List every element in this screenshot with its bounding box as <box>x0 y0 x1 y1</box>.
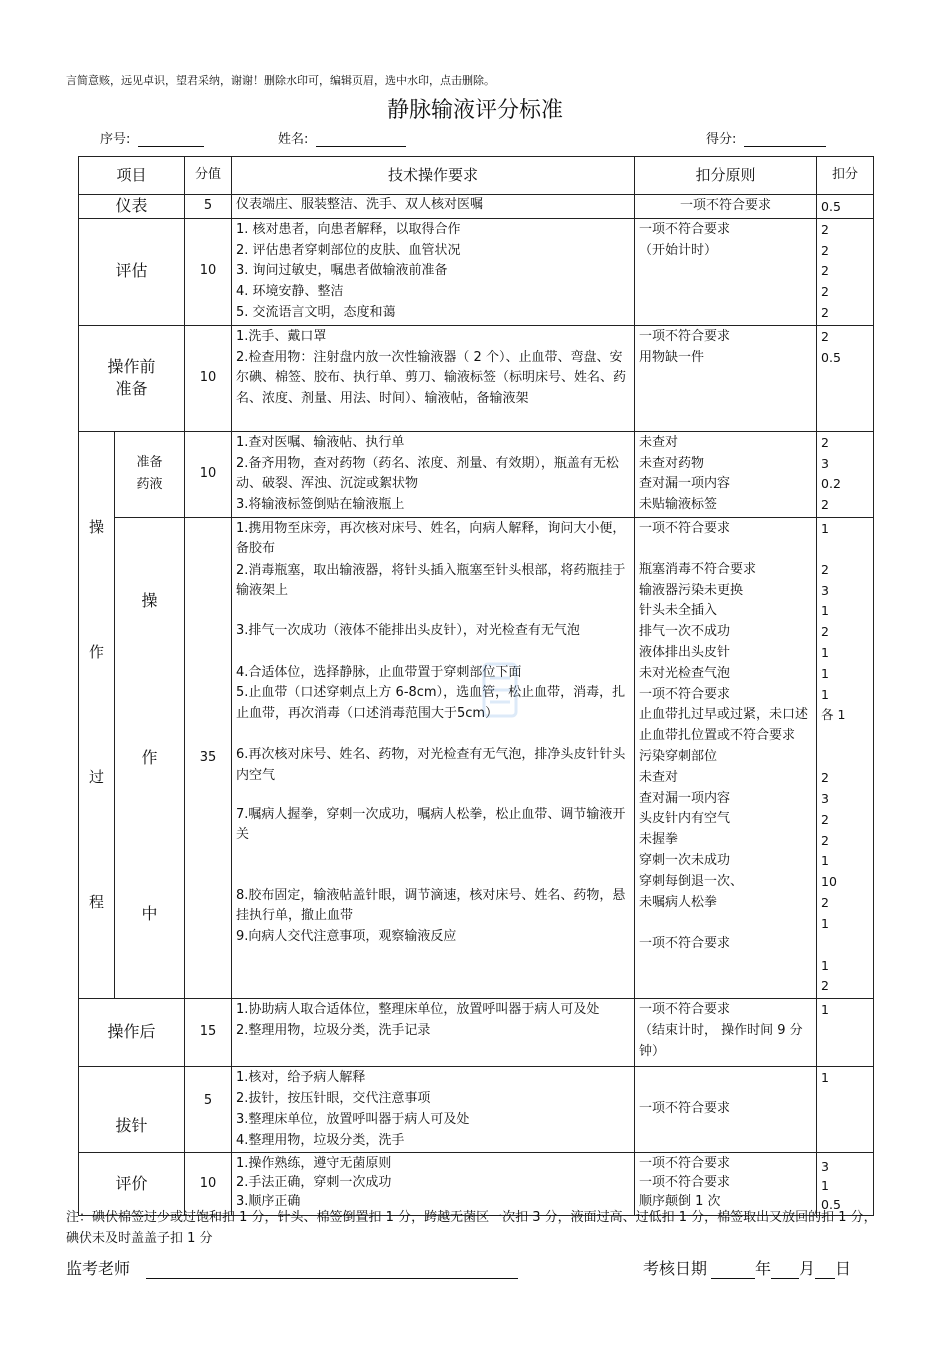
rule-line: 未查对药物 <box>639 455 705 471</box>
serial-label: 序号: <box>100 132 131 147</box>
score-blank[interactable] <box>744 132 826 147</box>
req-line: 4.整理用物，垃圾分类，洗手 <box>236 1132 405 1148</box>
rule-line: 查对漏一项内容 <box>639 476 731 492</box>
req-line: 3.整理床单位，放置呼叫器于病人可及处 <box>236 1111 470 1127</box>
ded-value: 3 <box>821 1159 829 1175</box>
req-line: 3.顺序正确 <box>236 1194 301 1210</box>
examiner-blank[interactable] <box>146 1262 518 1279</box>
rule-line: 查对漏一项内容 <box>639 790 731 806</box>
rule-line: 一项不符合要求 <box>639 686 731 702</box>
req-drug-prep <box>232 431 635 517</box>
req-line: 7.嘱病人握拳，穿刺一次成功，嘱病人松拳，松止血带、调节输液开关 <box>236 807 626 843</box>
row-remove <box>79 1067 874 1153</box>
rule-remove: 一项不符合要求 <box>635 1067 817 1153</box>
process-char: 程 <box>88 893 104 912</box>
req-line: 1. 核对患者，向患者解释，以取得合作 <box>236 221 461 237</box>
points-after: 15 <box>185 999 232 1067</box>
ded-value: 1 <box>821 853 829 869</box>
ded-value: 10 <box>821 874 837 890</box>
score-field <box>706 128 826 147</box>
req-line: 2. 评估患者穿刺部位的皮肤、血管状况 <box>236 242 461 258</box>
ded-appearance: 0.5 <box>817 195 874 219</box>
req-line: 3. 询问过敏史，嘱患者做输液前准备 <box>236 263 448 279</box>
rule-line: 未握拳 <box>639 832 679 848</box>
req-line: 1.查对医嘱、输液帖、执行单 <box>236 434 405 450</box>
rule-line: 液体排出头皮针 <box>639 644 731 660</box>
day-blank[interactable] <box>815 1262 835 1279</box>
req-line: 6.再次核对床号、姓名、药物，对光检查有无气泡，排净头皮针针头内空气 <box>236 747 626 783</box>
rule-line: 瓶塞消毒不符合要求 <box>639 561 757 577</box>
req-line: 1.协助病人取合适体位，整理床单位，放置呼叫器于病人可及处 <box>236 1002 600 1018</box>
rule-line: 止血带扎过早或过紧，未口述止血带扎位置或不符合要求 <box>639 707 809 744</box>
serial-field <box>100 128 204 147</box>
item-prep-line2: 准备 <box>115 379 148 399</box>
watermark-icon <box>480 660 520 720</box>
item-prep <box>79 325 185 431</box>
req-line: 5.止血带（口述穿刺点上方 6-8cm），选血管，松止血带，消毒，扎止血带，再次消毒（口述消毒范围大于5cm） <box>236 685 626 721</box>
header-deduction: 扣分 <box>817 157 874 195</box>
ded-value: 1 <box>821 1070 829 1086</box>
req-line: 1.操作熟练，遵守无菌原则 <box>236 1156 392 1172</box>
scoring-table <box>78 156 874 1216</box>
ded-value: 3 <box>821 455 829 471</box>
process-char: 操 <box>88 518 104 537</box>
points-assess: 10 <box>185 218 232 325</box>
item-assess: 评估 <box>79 218 185 325</box>
req-line: 4.合适体位，选择静脉，止血带置于穿刺部位下面 <box>236 665 522 680</box>
rule-line: 一项不符合要求 <box>639 936 731 952</box>
ded-during <box>817 517 874 998</box>
rule-prep <box>635 325 817 431</box>
sub-during <box>115 517 185 998</box>
row-appearance <box>79 195 874 219</box>
sub-char: 作 <box>141 747 158 767</box>
req-line: 2.手法正确，穿刺一次成功 <box>236 1175 392 1191</box>
day-label: 日 <box>835 1259 852 1278</box>
req-prep <box>232 325 635 431</box>
footnote: 注：碘伏棉签过少或过饱和扣 1 分，针头、棉签倒置扣 1 分，跨越无菌区一次扣 3 分，液面过高、过低扣 1 分，棉签取出又放回的扣 1 分，碘伏未及时盖盖子扣 1 分 <box>66 1210 877 1246</box>
ded-value: 2 <box>821 978 829 994</box>
rule-drug-prep <box>635 431 817 517</box>
req-line: 2.消毒瓶塞，取出输液器，将针头插入瓶塞至针头根部，将药瓶挂于输液架上 <box>236 562 626 599</box>
rule-assess <box>635 218 817 325</box>
header-row <box>79 157 874 195</box>
ded-value: 3 <box>821 790 829 806</box>
req-line: 3.排气一次成功（液体不能排出头皮针），对光检查有无气泡 <box>236 622 580 638</box>
process-label <box>79 431 115 998</box>
item-appearance: 仪表 <box>79 195 185 219</box>
ded-value: 2 <box>821 304 829 320</box>
req-line: 4. 环境安静、整洁 <box>236 284 344 300</box>
ded-value: 各 1 <box>821 707 846 723</box>
rule-line: 未嘱病人松拳 <box>639 894 718 910</box>
ded-value: 1 <box>821 686 829 702</box>
rule-line: 排气一次不成功 <box>639 624 731 640</box>
rule-line: 用物缺一件 <box>639 349 705 365</box>
ded-value: 2 <box>821 328 829 344</box>
rule-line: 穿刺一次未成功 <box>639 852 731 868</box>
item-remove: 拔针 <box>79 1067 185 1153</box>
ded-value: 2 <box>821 770 829 786</box>
sub-char: 操 <box>141 590 158 610</box>
rule-after <box>635 999 817 1067</box>
ded-value: 2 <box>821 894 829 910</box>
rule-during <box>635 517 817 998</box>
date-field <box>643 1256 851 1279</box>
rule-line: 一项不符合要求 <box>639 1156 731 1172</box>
month-blank[interactable] <box>771 1262 799 1279</box>
ded-value: 1 <box>821 644 829 660</box>
ded-value: 1 <box>821 1178 829 1194</box>
rule-line: （结束计时， 操作时间 9 分钟） <box>639 1022 803 1059</box>
row-during <box>79 517 874 998</box>
score-label: 得分: <box>706 132 737 147</box>
ded-value: 2 <box>821 263 829 279</box>
header-item: 项目 <box>79 157 185 195</box>
ded-drug-prep <box>817 431 874 517</box>
rule-line: 未对光检查气泡 <box>639 665 731 681</box>
rule-line: 未贴输液标签 <box>639 497 718 513</box>
page-title: 静脉输液评分标准 <box>386 98 563 123</box>
year-blank[interactable] <box>711 1262 755 1279</box>
ded-prep <box>817 325 874 431</box>
ded-value: 2 <box>821 811 829 827</box>
row-drug-prep <box>79 431 874 517</box>
req-line: 1.携用物至床旁，再次核对床号、姓名，向病人解释，询问大小便，备胶布 <box>236 520 626 557</box>
rule-appearance: 一项不符合要求 <box>635 195 817 219</box>
year-label: 年 <box>755 1259 772 1278</box>
ded-value: 0.5 <box>821 1197 841 1213</box>
req-assess <box>232 218 635 325</box>
ded-value: 0.5 <box>821 349 841 365</box>
req-line: 2.拔针，按压针眼，交代注意事项 <box>236 1090 431 1106</box>
req-line: 2.检查用物：注射盘内放一次性输液器（ 2 个）、止血带、弯盘、安尔碘、棉签、胶布、执行单、剪刀、输液标签（标明床号、姓名、药名、浓度、剂量、用法、时间）、输液帖，备输液架 <box>236 349 627 407</box>
ded-value: 1 <box>821 1002 829 1018</box>
req-line: 2.整理用物，垃圾分类，洗手记录 <box>236 1022 431 1038</box>
process-char: 作 <box>88 643 104 662</box>
points-during: 35 <box>185 517 232 998</box>
req-line: 3.将输液标签倒贴在输液瓶上 <box>236 497 405 513</box>
ded-value: 1 <box>821 603 829 619</box>
ded-value: 1 <box>821 915 829 931</box>
rule-line: 未查对 <box>639 769 679 785</box>
ded-value: 2 <box>821 497 829 513</box>
item-after: 操作后 <box>79 999 185 1067</box>
ded-value: 2 <box>821 242 829 258</box>
ded-remove <box>817 1067 874 1153</box>
ded-value: 2 <box>821 832 829 848</box>
sub-drug-prep <box>115 431 185 517</box>
ded-value: 1 <box>821 520 829 536</box>
req-line: 8.胶布固定，输液帖盖针眼，调节滴速，核对床号、姓名、药物，悬挂执行单，撤止血带 <box>236 887 626 924</box>
rule-line: 针头未全插入 <box>639 603 718 619</box>
serial-blank[interactable] <box>138 132 204 147</box>
header-deduction-rule: 扣分原则 <box>635 157 817 195</box>
sub-line2: 药液 <box>136 477 163 493</box>
ded-value: 1 <box>821 665 829 681</box>
rule-line: 一项不符合要求 <box>639 328 731 344</box>
ded-value: 2 <box>821 624 829 640</box>
ded-value: 1 <box>821 957 829 973</box>
item-prep-line1: 操作前 <box>107 357 156 377</box>
ded-after <box>817 999 874 1067</box>
rule-line: 一项不符合要求 <box>639 1002 731 1018</box>
name-field <box>278 128 406 147</box>
rule-line: 输液器污染未更换 <box>639 582 744 598</box>
rule-line: 污染穿刺部位 <box>639 748 718 764</box>
points-evaluate: 10 <box>185 1153 232 1216</box>
date-label: 考核日期 <box>643 1259 708 1278</box>
rule-line: 一项不符合要求 <box>639 1175 731 1191</box>
name-blank[interactable] <box>316 132 406 147</box>
req-line: 5. 交流语言文明，态度和蔼 <box>236 304 396 320</box>
rule-line: 未查对 <box>639 434 679 450</box>
month-label: 月 <box>799 1259 816 1278</box>
rule-line: 头皮针内有空气 <box>639 811 731 827</box>
ded-assess <box>817 218 874 325</box>
req-during <box>232 517 635 998</box>
sub-char: 中 <box>141 904 158 924</box>
req-after <box>232 999 635 1067</box>
points-prep: 10 <box>185 325 232 431</box>
req-appearance: 仪表端庄、服装整洁、洗手、双人核对医嘱 <box>232 195 635 219</box>
points-appearance: 5 <box>185 195 232 219</box>
process-char: 过 <box>88 768 104 787</box>
name-label: 姓名: <box>278 132 309 147</box>
sub-line1: 准备 <box>136 455 163 471</box>
header-points: 分值 <box>185 157 232 195</box>
header-requirement: 技术操作要求 <box>232 157 635 195</box>
ded-value: 2 <box>821 221 829 237</box>
points-remove: 5 <box>185 1067 232 1153</box>
item-evaluate: 评价 <box>79 1153 185 1216</box>
ded-value: 2 <box>821 284 829 300</box>
req-line: 1.洗手、戴口罩 <box>236 328 327 344</box>
ded-value: 3 <box>821 582 829 598</box>
ded-value: 0.2 <box>821 476 841 492</box>
row-assess <box>79 218 874 325</box>
row-after <box>79 999 874 1067</box>
points-drug-prep: 10 <box>185 431 232 517</box>
row-prep <box>79 325 874 431</box>
examiner-label: 监考老师 <box>66 1259 131 1278</box>
ded-value: 2 <box>821 561 829 577</box>
examiner-field <box>66 1256 518 1279</box>
rule-line: 一项不符合要求 <box>639 221 731 237</box>
rule-line: （开始计时） <box>639 242 718 258</box>
watermark-notice: 言简意赅，远见卓识，望君采纳，谢谢！删除水印可，编辑页眉，选中水印，点击删除。 <box>66 74 495 87</box>
req-line: 1.核对，给予病人解释 <box>236 1070 366 1086</box>
ded-value: 2 <box>821 434 829 450</box>
req-line: 2.备齐用物，查对药物（药名、浓度、剂量、有效期），瓶盖有无松动、破裂、浑浊、沉淀或絮状物 <box>236 455 619 492</box>
req-remove <box>232 1067 635 1153</box>
rule-line: 一项不符合要求 <box>639 520 731 536</box>
rule-line: 顺序颠倒 1 次 <box>639 1194 721 1210</box>
req-line: 9.向病人交代注意事项，观察输液反应 <box>236 928 457 944</box>
rule-line: 穿刺每倒退一次、 <box>639 873 744 889</box>
